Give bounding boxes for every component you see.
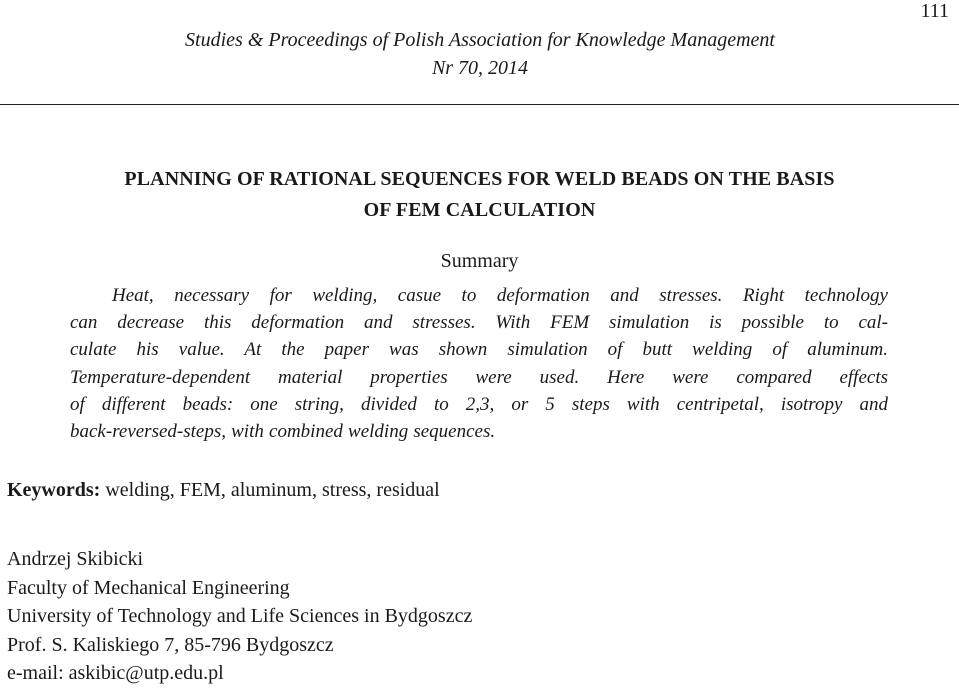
author-faculty: Faculty of Mechanical Engineering bbox=[7, 576, 290, 599]
keywords bbox=[7, 478, 440, 502]
journal-name: Studies & Proceedings of Polish Association for Knowledge Management bbox=[185, 29, 775, 51]
abstract-line: Temperature-dependent material properties were used. Here were compared effects bbox=[70, 366, 888, 388]
keywords-text: welding, FEM, aluminum, stress, residual bbox=[100, 479, 440, 501]
abstract-line: can decrease this deformation and stresses. With FEM simulation is possible to cal- bbox=[70, 312, 888, 334]
summary-heading: Summary bbox=[440, 250, 519, 272]
author-block bbox=[7, 545, 472, 688]
abstract bbox=[70, 282, 888, 445]
page-number: 111 bbox=[920, 0, 949, 22]
abstract-line: back-reversed-steps, with combined welding sequences. bbox=[70, 421, 496, 443]
abstract-line: Heat, necessary for welding, casue to deformation and stresses. Right technology bbox=[112, 285, 888, 306]
paper-title bbox=[0, 164, 959, 226]
author-name: Andrzej Skibicki bbox=[7, 548, 144, 570]
journal-issue: Nr 70, 2014 bbox=[431, 57, 529, 79]
keywords-label: Keywords: bbox=[7, 479, 101, 501]
header-rule bbox=[0, 104, 959, 105]
abstract-line: culate his value. At the paper was shown simulation of butt welding of aluminum. bbox=[70, 339, 888, 361]
author-email: e-mail: askibic@utp.edu.pl bbox=[7, 662, 224, 684]
author-address: Prof. S. Kaliskiego 7, 85-796 Bydgoszcz bbox=[7, 633, 334, 656]
title-line-2: OF FEM CALCULATION bbox=[363, 199, 596, 221]
author-university: University of Technology and Life Sciences in Bydgoszcz bbox=[7, 605, 473, 627]
title-line-1: PLANNING OF RATIONAL SEQUENCES FOR WELD BEADS ON THE BASIS bbox=[124, 168, 835, 190]
abstract-line: of different beads: one string, divided to 2,3, or 5 steps with centripetal, isotropy and bbox=[70, 393, 888, 415]
running-header bbox=[0, 26, 956, 82]
